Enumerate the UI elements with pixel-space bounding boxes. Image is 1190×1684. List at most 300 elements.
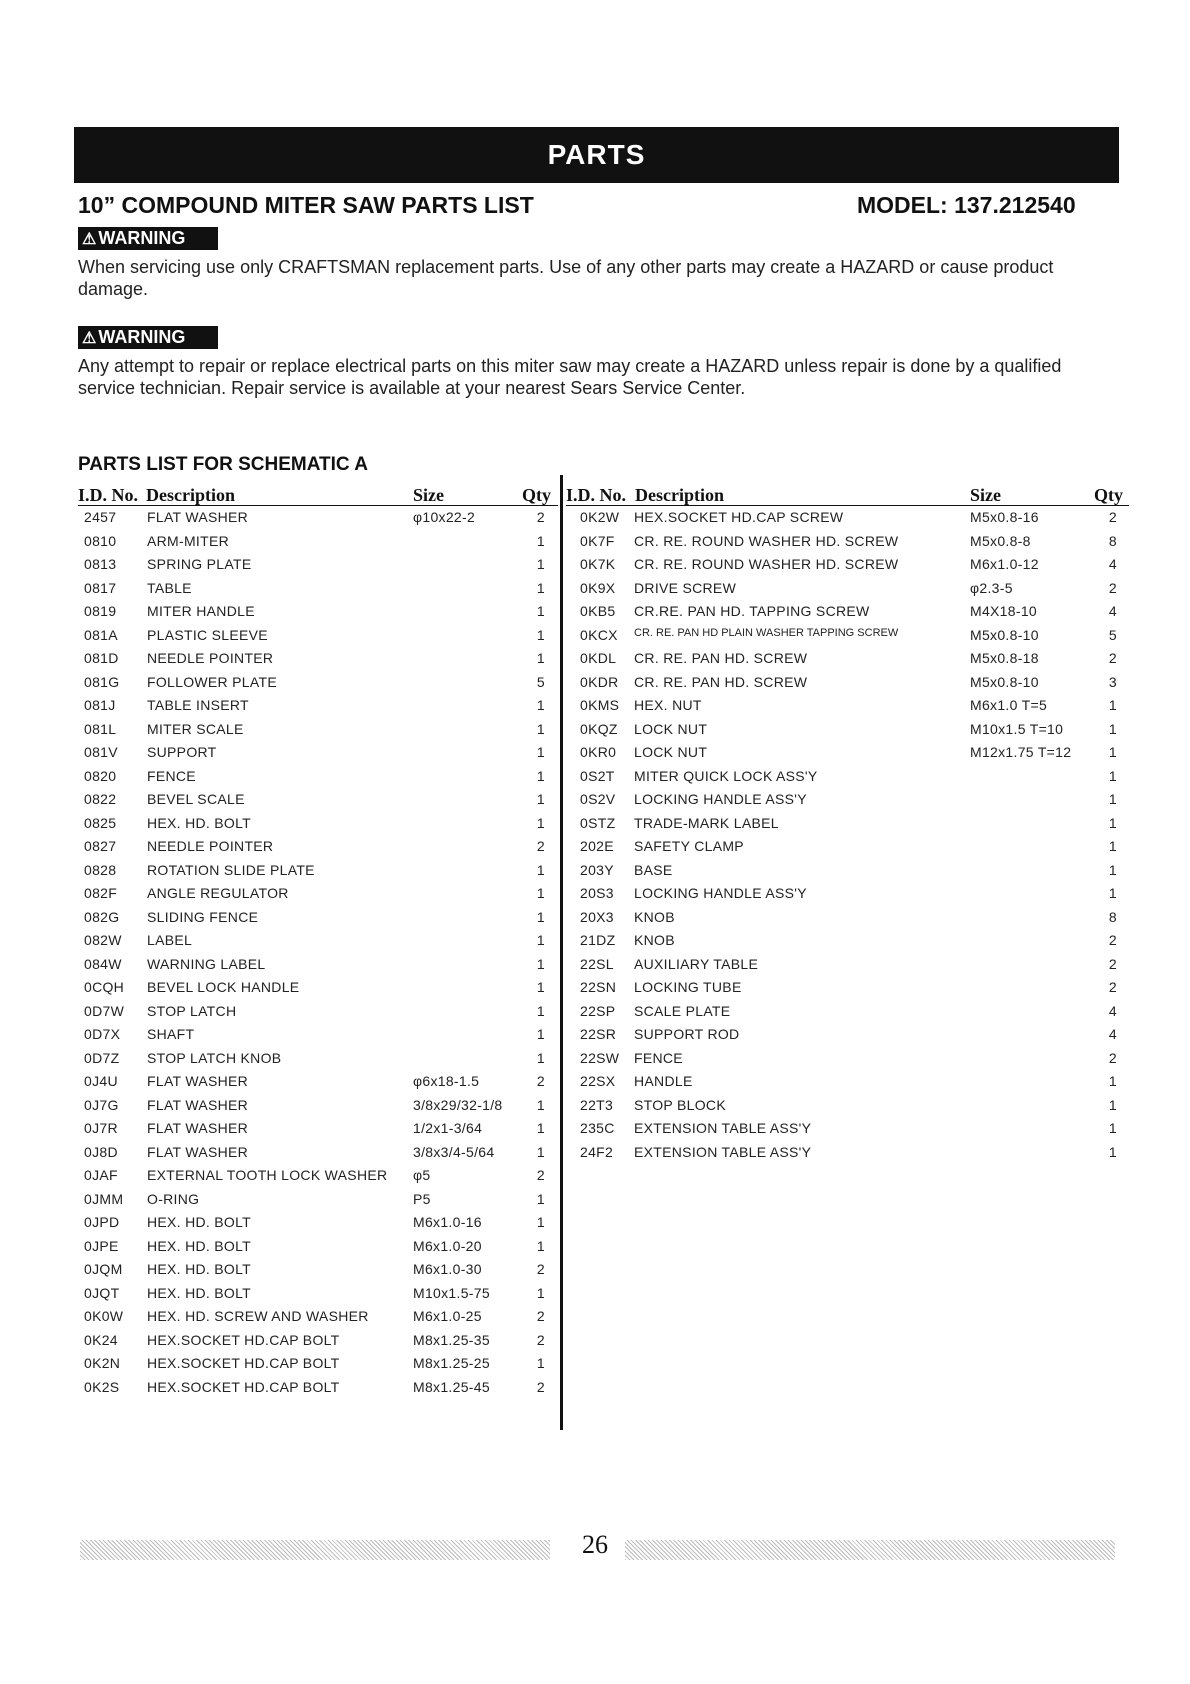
part-id: 24F2 bbox=[580, 1143, 614, 1160]
part-id: 0JMM bbox=[84, 1190, 124, 1207]
part-description: FLAT WASHER bbox=[147, 1096, 249, 1113]
part-id: 081D bbox=[84, 650, 119, 666]
part-id: 20S3 bbox=[580, 885, 614, 901]
part-qty: 1 bbox=[1108, 1143, 1117, 1160]
part-description: CR. RE. PAN HD. SCREW bbox=[634, 673, 808, 690]
table-row bbox=[566, 882, 1129, 906]
part-size: M12x1.75 T=12 bbox=[970, 744, 1072, 760]
parts-table-left bbox=[78, 485, 558, 1399]
part-size: M5x0.8-18 bbox=[970, 650, 1039, 666]
part-id: 0D7Z bbox=[84, 1049, 120, 1066]
warning-text: When servicing use only CRAFTSMAN replacement parts. Use of any other parts may create a HAZARD or cause product damage. bbox=[78, 257, 1054, 299]
part-description: HEX.SOCKET HD.CAP BOLT bbox=[147, 1331, 340, 1348]
part-size: 3/8x29/32-1/8 bbox=[413, 1096, 503, 1113]
part-qty: 4 bbox=[1108, 1026, 1117, 1042]
table-row bbox=[78, 506, 558, 530]
header-qty: Qty bbox=[522, 485, 551, 505]
table-row bbox=[78, 765, 558, 789]
part-size: M8x1.25-25 bbox=[413, 1355, 490, 1371]
table-row bbox=[78, 1211, 558, 1235]
part-description: DRIVE SCREW bbox=[634, 579, 737, 596]
part-id: 0828 bbox=[84, 861, 117, 878]
table-row bbox=[78, 530, 558, 554]
part-description: FENCE bbox=[147, 767, 196, 784]
part-qty: 2 bbox=[536, 1331, 545, 1348]
part-qty: 2 bbox=[536, 509, 545, 525]
table-row bbox=[78, 741, 558, 765]
part-qty: 2 bbox=[536, 1308, 545, 1324]
part-description: AUXILIARY TABLE bbox=[634, 955, 759, 972]
part-qty: 1 bbox=[536, 579, 545, 596]
header-description: Description bbox=[146, 485, 235, 505]
header-qty: Qty bbox=[1094, 485, 1123, 505]
part-id: 081J bbox=[84, 697, 116, 713]
table-row bbox=[78, 694, 558, 718]
table-row bbox=[566, 577, 1129, 601]
part-id: 22SX bbox=[580, 1073, 616, 1089]
part-size: φ6x18-1.5 bbox=[413, 1073, 480, 1089]
table-row bbox=[78, 953, 558, 977]
part-description: NEEDLE POINTER bbox=[147, 650, 274, 666]
table-row bbox=[78, 1305, 558, 1329]
part-id: 0KR0 bbox=[580, 744, 617, 760]
part-description: BEVEL SCALE bbox=[147, 791, 245, 807]
part-qty: 1 bbox=[1108, 1120, 1117, 1136]
part-description: SCALE PLATE bbox=[634, 1002, 731, 1019]
page-number: 26 bbox=[582, 1530, 608, 1559]
part-description: HEX. HD. BOLT bbox=[147, 1261, 251, 1277]
table-row bbox=[566, 906, 1129, 930]
part-description: LOCKING HANDLE ASS'Y bbox=[634, 885, 807, 901]
warning-label: WARNING bbox=[98, 228, 186, 248]
part-size: 3/8x3/4-5/64 bbox=[413, 1143, 495, 1160]
table-row bbox=[566, 812, 1129, 836]
warning-label: WARNING bbox=[98, 327, 186, 347]
part-size: M6x1.0-12 bbox=[970, 556, 1039, 572]
table-row bbox=[78, 647, 558, 671]
part-description: FLAT WASHER bbox=[147, 1143, 249, 1160]
part-qty: 2 bbox=[1108, 979, 1117, 995]
part-description: CR. RE. ROUND WASHER HD. SCREW bbox=[634, 532, 899, 549]
part-id: 22SW bbox=[580, 1049, 620, 1066]
part-description: ARM-MITER bbox=[147, 532, 230, 549]
warning-badge bbox=[78, 227, 218, 250]
part-id: 0810 bbox=[84, 532, 117, 549]
part-id: 0KQZ bbox=[580, 720, 618, 737]
part-qty: 1 bbox=[536, 885, 545, 901]
part-description: HEX. HD. BOLT bbox=[147, 1214, 251, 1230]
part-id: 0817 bbox=[84, 579, 117, 596]
part-id: 22SL bbox=[580, 955, 614, 972]
table-row bbox=[566, 624, 1129, 648]
part-description: SLIDING FENCE bbox=[147, 908, 259, 925]
part-qty: 1 bbox=[536, 1143, 545, 1160]
part-size: M5x0.8-10 bbox=[970, 626, 1039, 643]
part-qty: 2 bbox=[1108, 509, 1117, 525]
part-description: O-RING bbox=[147, 1190, 200, 1207]
part-id: 0JPD bbox=[84, 1214, 120, 1230]
part-qty: 1 bbox=[1108, 814, 1117, 831]
part-description: HEX. HD. BOLT bbox=[147, 1237, 251, 1254]
part-id: 0K24 bbox=[84, 1331, 118, 1348]
part-description: EXTENSION TABLE ASS'Y bbox=[634, 1120, 812, 1136]
part-size: φ5 bbox=[413, 1167, 431, 1183]
column-divider bbox=[560, 475, 563, 1430]
part-id: 082G bbox=[84, 908, 120, 925]
part-id: 0813 bbox=[84, 556, 117, 572]
part-size: M6x1.0-16 bbox=[413, 1214, 482, 1230]
part-qty: 5 bbox=[536, 673, 545, 690]
part-qty: 1 bbox=[1108, 885, 1117, 901]
part-id: 20X3 bbox=[580, 908, 614, 925]
part-id: 0JQT bbox=[84, 1284, 120, 1301]
part-description: CR. RE. ROUND WASHER HD. SCREW bbox=[634, 556, 899, 572]
part-description: HEX.SOCKET HD.CAP BOLT bbox=[147, 1378, 340, 1395]
part-qty: 1 bbox=[536, 767, 545, 784]
part-description: FOLLOWER PLATE bbox=[147, 673, 277, 690]
table-row bbox=[78, 835, 558, 859]
part-description: ANGLE REGULATOR bbox=[147, 885, 289, 901]
part-qty: 1 bbox=[536, 1214, 545, 1230]
part-id: 0JPE bbox=[84, 1237, 119, 1254]
part-description: MITER HANDLE bbox=[147, 603, 255, 619]
table-row bbox=[78, 1235, 558, 1259]
page-footer bbox=[0, 1530, 1190, 1570]
part-id: 2457 bbox=[84, 509, 117, 525]
part-qty: 2 bbox=[1108, 932, 1117, 948]
part-description: STOP LATCH bbox=[147, 1002, 237, 1019]
part-qty: 1 bbox=[536, 626, 545, 643]
warning-triangle-icon: ⚠ bbox=[82, 230, 97, 248]
table-row bbox=[78, 929, 558, 953]
table-row bbox=[566, 718, 1129, 742]
table-row bbox=[566, 1141, 1129, 1165]
part-id: 0KCX bbox=[580, 626, 618, 643]
part-description: SUPPORT ROD bbox=[634, 1026, 740, 1042]
table-row bbox=[78, 812, 558, 836]
header-size: Size bbox=[970, 485, 1001, 505]
part-id: 0825 bbox=[84, 814, 117, 831]
table-row bbox=[566, 929, 1129, 953]
part-description: SAFETY CLAMP bbox=[634, 838, 744, 854]
part-qty: 3 bbox=[1108, 673, 1117, 690]
part-qty: 4 bbox=[1108, 556, 1117, 572]
part-description: HEX. NUT bbox=[634, 697, 702, 713]
part-qty: 1 bbox=[536, 1049, 545, 1066]
part-size: M6x1.0-30 bbox=[413, 1261, 482, 1277]
table-row bbox=[566, 765, 1129, 789]
table-row bbox=[78, 882, 558, 906]
part-id: 22SN bbox=[580, 979, 617, 995]
part-qty: 1 bbox=[1108, 744, 1117, 760]
footer-pattern bbox=[80, 1540, 550, 1560]
table-row bbox=[78, 976, 558, 1000]
part-description: TABLE bbox=[147, 579, 192, 596]
part-id: 0K2W bbox=[580, 509, 620, 525]
part-qty: 1 bbox=[1108, 720, 1117, 737]
part-size: M5x0.8-10 bbox=[970, 673, 1039, 690]
part-qty: 1 bbox=[536, 1002, 545, 1019]
part-description: STOP LATCH KNOB bbox=[147, 1049, 282, 1066]
part-id: 0J7G bbox=[84, 1096, 119, 1113]
part-id: 0827 bbox=[84, 838, 117, 854]
table-row bbox=[566, 859, 1129, 883]
part-id: 0KDR bbox=[580, 673, 619, 690]
table-row bbox=[78, 1329, 558, 1353]
part-id: 203Y bbox=[580, 861, 614, 878]
part-qty: 1 bbox=[536, 1284, 545, 1301]
model-number: MODEL: 137.212540 bbox=[857, 192, 1076, 218]
part-id: 0K7K bbox=[580, 556, 616, 572]
header-size: Size bbox=[413, 485, 444, 505]
part-description: BASE bbox=[634, 861, 673, 878]
part-id: 235C bbox=[580, 1120, 615, 1136]
part-id: 0J7R bbox=[84, 1120, 118, 1136]
table-row bbox=[566, 1000, 1129, 1024]
table-row bbox=[566, 788, 1129, 812]
part-size: M4X18-10 bbox=[970, 603, 1037, 619]
part-id: 0JQM bbox=[84, 1261, 123, 1277]
table-row bbox=[78, 1000, 558, 1024]
part-description: EXTENSION TABLE ASS'Y bbox=[634, 1143, 812, 1160]
part-qty: 1 bbox=[536, 603, 545, 619]
table-row bbox=[566, 1117, 1129, 1141]
table-row bbox=[78, 577, 558, 601]
table-row bbox=[78, 553, 558, 577]
part-description: FLAT WASHER bbox=[147, 1073, 249, 1089]
part-size: M10x1.5-75 bbox=[413, 1284, 490, 1301]
part-qty: 2 bbox=[536, 838, 545, 854]
part-description: LOCK NUT bbox=[634, 744, 708, 760]
part-qty: 8 bbox=[1108, 908, 1117, 925]
part-qty: 1 bbox=[536, 814, 545, 831]
part-qty: 1 bbox=[1108, 861, 1117, 878]
part-qty: 2 bbox=[536, 1073, 545, 1089]
part-description: BEVEL LOCK HANDLE bbox=[147, 979, 300, 995]
part-size: M5x0.8-8 bbox=[970, 532, 1031, 549]
part-id: 0S2V bbox=[580, 791, 616, 807]
part-size: M6x1.0 T=5 bbox=[970, 697, 1048, 713]
table-row bbox=[566, 553, 1129, 577]
table-row bbox=[78, 1023, 558, 1047]
table-row bbox=[566, 1047, 1129, 1071]
part-description: NEEDLE POINTER bbox=[147, 838, 274, 854]
warning-badge bbox=[78, 326, 218, 349]
part-id: 0CQH bbox=[84, 979, 125, 995]
header-id: I.D. No. bbox=[566, 485, 627, 505]
part-qty: 1 bbox=[1108, 697, 1117, 713]
warning-text: Any attempt to repair or replace electrical parts on this miter saw may create a HAZARD unless repair is done by a qualified service technician. Repair service is available at your nearest Sears Service Center. bbox=[78, 356, 1062, 398]
table-row bbox=[566, 1094, 1129, 1118]
table-row bbox=[78, 1117, 558, 1141]
part-qty: 1 bbox=[1108, 1096, 1117, 1113]
part-size: M8x1.25-35 bbox=[413, 1331, 490, 1348]
header-description: Description bbox=[635, 485, 724, 505]
part-qty: 1 bbox=[536, 1355, 545, 1371]
part-id: 0K0W bbox=[84, 1308, 124, 1324]
table-row bbox=[78, 1352, 558, 1376]
table-row bbox=[78, 1164, 558, 1188]
part-qty: 2 bbox=[1108, 955, 1117, 972]
part-id: 0KDL bbox=[580, 650, 617, 666]
part-id: 082F bbox=[84, 885, 118, 901]
part-size: 1/2x1-3/64 bbox=[413, 1120, 483, 1136]
table-row bbox=[78, 1070, 558, 1094]
table-row bbox=[566, 671, 1129, 695]
part-id: 081A bbox=[84, 626, 118, 643]
part-id: 22SR bbox=[580, 1026, 617, 1042]
part-qty: 2 bbox=[536, 1261, 545, 1277]
part-description: HANDLE bbox=[634, 1073, 693, 1089]
part-description: PLASTIC SLEEVE bbox=[147, 626, 268, 643]
part-id: 0KB5 bbox=[580, 603, 616, 619]
part-qty: 1 bbox=[536, 932, 545, 948]
part-size: M10x1.5 T=10 bbox=[970, 720, 1064, 737]
part-qty: 1 bbox=[536, 556, 545, 572]
part-description: SUPPORT bbox=[147, 744, 217, 760]
table-row bbox=[78, 1047, 558, 1071]
part-description: HEX. HD. BOLT bbox=[147, 1284, 251, 1301]
table-row bbox=[78, 718, 558, 742]
part-qty: 1 bbox=[536, 791, 545, 807]
part-size: M6x1.0-25 bbox=[413, 1308, 482, 1324]
part-qty: 1 bbox=[536, 744, 545, 760]
part-id: 0K7F bbox=[580, 532, 615, 549]
part-qty: 1 bbox=[536, 1190, 545, 1207]
part-id: 0J8D bbox=[84, 1143, 118, 1160]
part-description: HEX.SOCKET HD.CAP BOLT bbox=[147, 1355, 340, 1371]
part-description: STOP BLOCK bbox=[634, 1096, 726, 1113]
part-qty: 2 bbox=[1108, 579, 1117, 596]
part-description: TRADE-MARK LABEL bbox=[634, 814, 779, 831]
part-id: 0822 bbox=[84, 791, 117, 807]
table-row bbox=[566, 647, 1129, 671]
part-id: 0J4U bbox=[84, 1073, 118, 1089]
table-row bbox=[78, 1094, 558, 1118]
part-description: CR. RE. PAN HD. SCREW bbox=[634, 650, 808, 666]
table-row bbox=[78, 1188, 558, 1212]
part-id: 0D7W bbox=[84, 1002, 125, 1019]
table-header bbox=[78, 485, 558, 506]
part-qty: 1 bbox=[536, 1237, 545, 1254]
table-row bbox=[78, 859, 558, 883]
part-size: M6x1.0-20 bbox=[413, 1237, 482, 1254]
part-size: φ2.3-5 bbox=[970, 579, 1013, 596]
part-qty: 1 bbox=[536, 1096, 545, 1113]
part-qty: 1 bbox=[536, 861, 545, 878]
part-qty: 2 bbox=[536, 1167, 545, 1183]
part-qty: 1 bbox=[536, 908, 545, 925]
part-description: SPRING PLATE bbox=[147, 556, 252, 572]
part-description: FLAT WASHER bbox=[147, 1120, 249, 1136]
part-id: 0K9X bbox=[580, 579, 616, 596]
table-row bbox=[566, 1023, 1129, 1047]
table-row bbox=[78, 1141, 558, 1165]
part-id: 081V bbox=[84, 744, 118, 760]
section-title: PARTS LIST FOR SCHEMATIC A bbox=[78, 454, 368, 475]
part-description: SHAFT bbox=[147, 1026, 195, 1042]
part-qty: 4 bbox=[1108, 603, 1117, 619]
part-id: 22T3 bbox=[580, 1096, 614, 1113]
part-qty: 4 bbox=[1108, 1002, 1117, 1019]
part-id: 22SP bbox=[580, 1002, 616, 1019]
part-qty: 1 bbox=[536, 532, 545, 549]
part-description: HEX. HD. SCREW AND WASHER bbox=[147, 1308, 369, 1324]
part-qty: 2 bbox=[1108, 650, 1117, 666]
part-id: 0819 bbox=[84, 603, 117, 619]
part-qty: 1 bbox=[1108, 767, 1117, 784]
part-size: P5 bbox=[413, 1190, 431, 1207]
table-row bbox=[78, 624, 558, 648]
part-qty: 1 bbox=[536, 1026, 545, 1042]
part-qty: 1 bbox=[536, 1120, 545, 1136]
part-id: 082W bbox=[84, 932, 122, 948]
part-description: HEX.SOCKET HD.CAP SCREW bbox=[634, 509, 844, 525]
warning-triangle-icon: ⚠ bbox=[82, 329, 97, 347]
table-row bbox=[78, 1258, 558, 1282]
table-header bbox=[566, 485, 1129, 506]
part-description: WARNING LABEL bbox=[147, 955, 266, 972]
part-description: FENCE bbox=[634, 1049, 683, 1066]
part-description: HEX. HD. BOLT bbox=[147, 814, 251, 831]
part-description: EXTERNAL TOOTH LOCK WASHER bbox=[147, 1167, 388, 1183]
part-description: KNOB bbox=[634, 908, 675, 925]
part-id: 081G bbox=[84, 673, 120, 690]
table-row bbox=[78, 671, 558, 695]
part-id: 084W bbox=[84, 955, 122, 972]
part-id: 0K2S bbox=[84, 1378, 120, 1395]
part-id: 0820 bbox=[84, 767, 117, 784]
part-id: 0D7X bbox=[84, 1026, 121, 1042]
footer-pattern bbox=[625, 1540, 1115, 1560]
table-row bbox=[566, 694, 1129, 718]
part-qty: 1 bbox=[536, 979, 545, 995]
part-description: LABEL bbox=[147, 932, 193, 948]
part-description: KNOB bbox=[634, 932, 675, 948]
table-row bbox=[78, 906, 558, 930]
part-qty: 1 bbox=[1108, 1073, 1117, 1089]
part-description: MITER SCALE bbox=[147, 720, 244, 737]
page-banner: PARTS bbox=[74, 127, 1119, 183]
part-id: 202E bbox=[580, 838, 614, 854]
part-qty: 1 bbox=[536, 650, 545, 666]
table-row bbox=[78, 1282, 558, 1306]
table-row bbox=[78, 1376, 558, 1400]
part-qty: 1 bbox=[536, 697, 545, 713]
part-description: LOCKING TUBE bbox=[634, 979, 742, 995]
part-id: 0K2N bbox=[84, 1355, 121, 1371]
header-id: I.D. No. bbox=[78, 485, 139, 505]
part-size: M8x1.25-45 bbox=[413, 1378, 490, 1395]
part-size: φ10x22-2 bbox=[413, 509, 476, 525]
part-description: MITER QUICK LOCK ASS'Y bbox=[634, 767, 818, 784]
page-title: 10” COMPOUND MITER SAW PARTS LIST bbox=[78, 192, 534, 218]
part-qty: 2 bbox=[1108, 1049, 1117, 1066]
part-id: 0STZ bbox=[580, 814, 616, 831]
part-qty: 1 bbox=[536, 955, 545, 972]
part-description: FLAT WASHER bbox=[147, 509, 249, 525]
part-qty: 1 bbox=[1108, 838, 1117, 854]
table-row bbox=[566, 976, 1129, 1000]
table-row bbox=[566, 741, 1129, 765]
part-description: ROTATION SLIDE PLATE bbox=[147, 861, 315, 878]
table-row bbox=[566, 835, 1129, 859]
part-qty: 2 bbox=[536, 1378, 545, 1395]
part-qty: 1 bbox=[1108, 791, 1117, 807]
table-row bbox=[566, 530, 1129, 554]
part-id: 0KMS bbox=[580, 697, 620, 713]
table-row bbox=[78, 600, 558, 624]
